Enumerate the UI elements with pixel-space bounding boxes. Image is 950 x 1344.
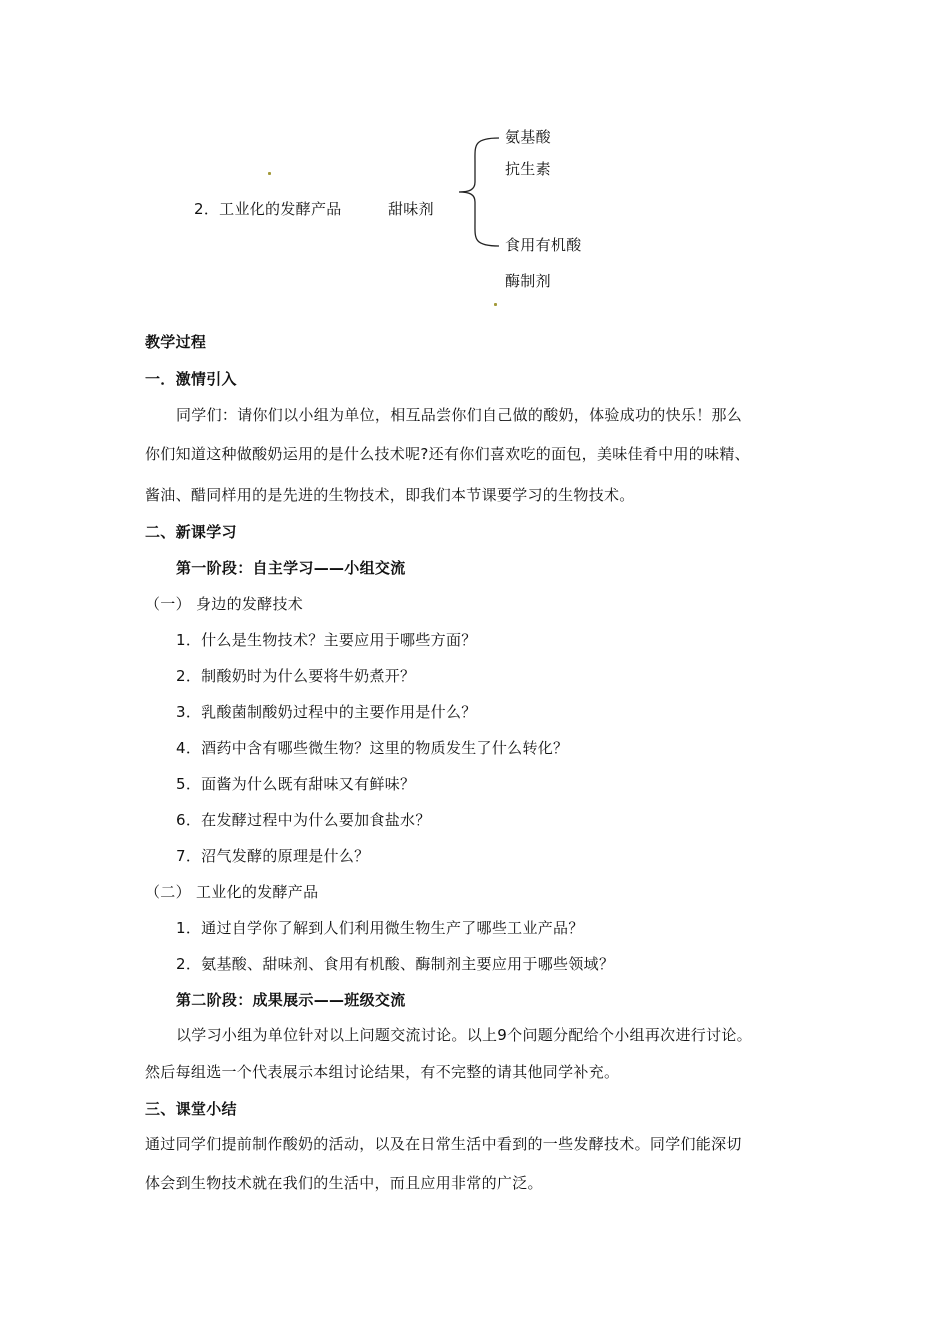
question-5: 5．面酱为什么既有甜味又有鲜味？: [176, 775, 416, 793]
diagram-left-label: 2．工业化的发酵产品: [194, 200, 342, 218]
subsection1-title: （一） 身边的发酵技术: [145, 595, 304, 613]
diagram-item-amino-acid: 氨基酸: [505, 128, 551, 146]
diagram-item-organic-acid: 食用有机酸: [505, 236, 582, 254]
part1-line-1: 同学们：请你们以小组为单位，相互品尝你们自己做的酸奶，体验成功的快乐！那么: [176, 406, 743, 424]
stage2-heading: 第二阶段：成果展示——班级交流: [176, 991, 406, 1009]
section-title: 教学过程: [145, 333, 207, 351]
scan-speck: [494, 303, 497, 306]
question-4: 4．酒药中含有哪些微生物？这里的物质发生了什么转化？: [176, 739, 569, 757]
part1-line-3: 酱油、醋同样用的是先进的生物技术，即我们本节课要学习的生物技术。: [145, 486, 635, 504]
question-2: 2．制酸奶时为什么要将牛奶煮开？: [176, 667, 416, 685]
diagram-item-antibiotic: 抗生素: [505, 160, 551, 178]
part1-line-2: 你们知道这种做酸奶运用的是什么技术呢?还有你们喜欢吃的面包，美味佳肴中用的味精、: [145, 445, 750, 463]
industry-question-1: 1．通过自学你了解到人们利用微生物生产了哪些工业产品？: [176, 919, 584, 937]
part3-line-2: 体会到生物技术就在我们的生活中，而且应用非常的广泛。: [145, 1174, 543, 1192]
diagram-middle-label: 甜味剂: [388, 200, 434, 218]
question-6: 6．在发酵过程中为什么要加食盐水？: [176, 811, 431, 829]
scan-speck: [268, 172, 271, 175]
question-7: 7．沼气发酵的原理是什么？: [176, 847, 370, 865]
part3-line-1: 通过同学们提前制作酸奶的活动，以及在日常生活中看到的一些发酵技术。同学们能深切: [145, 1135, 742, 1153]
subsection2-title: （二） 工业化的发酵产品: [145, 883, 319, 901]
stage2-line-1: 以学习小组为单位针对以上问题交流讨论。以上9个问题分配给个小组再次进行讨论。: [176, 1026, 752, 1044]
part3-heading: 三、课堂小结: [145, 1100, 237, 1118]
stage1-heading: 第一阶段：自主学习——小组交流: [176, 559, 406, 577]
curly-brace-icon: [455, 136, 505, 248]
question-1: 1．什么是生物技术？主要应用于哪些方面？: [176, 631, 477, 649]
part2-heading: 二、新课学习: [145, 523, 237, 541]
part1-heading: 一．激情引入: [145, 370, 237, 388]
diagram-item-enzyme: 酶制剂: [505, 272, 551, 290]
stage2-line-2: 然后每组选一个代表展示本组讨论结果，有不完整的请其他同学补充。: [145, 1063, 620, 1081]
industry-question-2: 2．氨基酸、甜味剂、食用有机酸、酶制剂主要应用于哪些领域？: [176, 955, 615, 973]
question-3: 3．乳酸菌制酸奶过程中的主要作用是什么？: [176, 703, 477, 721]
